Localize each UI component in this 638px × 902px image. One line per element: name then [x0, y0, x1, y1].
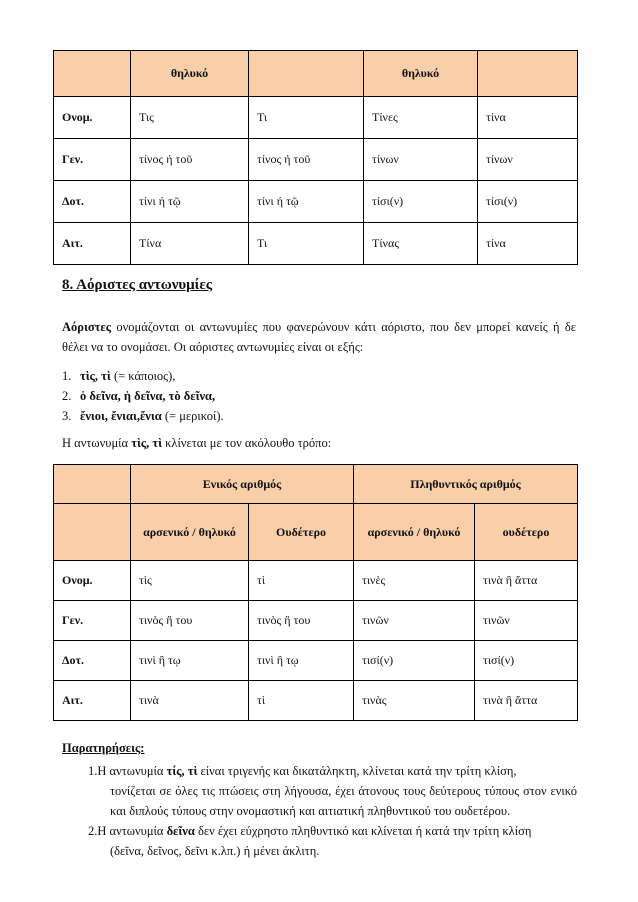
header-cell [249, 51, 364, 97]
table-cell: Τι [249, 223, 364, 265]
table-cell: τὶ [249, 561, 354, 601]
table-cell: τισί(ν) [354, 641, 475, 681]
note-2-post: δεν έχει εύχρηστο πληθυντικό και κλίνεται ή κατά την τρίτη κλίση [194, 824, 532, 838]
header-cell: θηλυκό [364, 51, 478, 97]
table-cell: τινὶ ἢ τῳ [249, 641, 354, 681]
header-cell: αρσενικό / θηλυκό [354, 504, 475, 561]
list-item-text: (= κάποιος), [110, 369, 176, 383]
table-cell: Τίνα [131, 223, 249, 265]
header-cell-singular: Ενικός αριθμός [131, 465, 354, 504]
table-cell: τίνι ή τῷ [131, 181, 249, 223]
table-cell: τὶ [249, 681, 354, 721]
declension-intro-pre: Η αντωνυμία [62, 436, 132, 450]
intro-text: ονομάζονται οι αντωνυμίες που φανερώνουν κάτι αόριστο, που δεν μπορεί κανείς ή δε θέλει να το ονομάσει. Οι αόριστες αντωνυμίες είναι οι εξής: [62, 320, 576, 354]
list-item [62, 386, 224, 406]
intro-bold-term: Αόριστες [62, 320, 112, 334]
list-item-term: ὁ δεῖνα, ἡ δεῖνα, τὸ δεῖνα, [80, 389, 216, 403]
table-row [54, 561, 578, 601]
table-cell: τινὸς ἢ του [249, 601, 354, 641]
table-cell: τίσι(ν) [478, 181, 578, 223]
table-cell: τινὸς ἢ του [131, 601, 249, 641]
table-cell: τινὲς [354, 561, 475, 601]
table-group-header-row [54, 465, 578, 504]
note-1-continuation: τονίζεται σε όλες τις πτώσεις στη λήγουσα, έχει άτονους τους δεύτερους τύπους στον ενικό και διπλούς τύπους στην ονομαστική και αιτιατική πληθυντικού του ουδετέρου. [110, 784, 577, 818]
table-cell: τίνος ή τοῦ [131, 139, 249, 181]
table-row [54, 181, 578, 223]
header-cell: ουδέτερο [475, 504, 578, 561]
intro-paragraph [62, 317, 576, 357]
note-2 [88, 821, 577, 861]
table-sub-header-row [54, 504, 578, 561]
case-label: Ονομ. [54, 97, 131, 139]
header-cell: θηλυκό [131, 51, 249, 97]
table-cell: Τι [249, 97, 364, 139]
table-row [54, 641, 578, 681]
note-1 [88, 761, 577, 821]
table-cell: τινὰ ἢ ἄττα [475, 561, 578, 601]
table-cell: τινὶ ἢ τῳ [131, 641, 249, 681]
header-cell: Ουδέτερο [249, 504, 354, 561]
declension-intro-term: τὶς, τὶ [131, 436, 162, 450]
table-row [54, 223, 578, 265]
case-label: Δοτ. [54, 181, 131, 223]
list-number: 3. [62, 409, 72, 423]
note-2-term: δεῖνα [166, 824, 195, 838]
note-1-post: είναι τριγενής και δικατάληκτη, κλίνεται κατά την τρίτη κλίση, [197, 764, 517, 778]
declension-intro-post: κλίνεται με τον ακόλουθο τρόπο: [162, 436, 332, 450]
table-row [54, 601, 578, 641]
table-cell: Τίνες [364, 97, 478, 139]
list-item [62, 366, 224, 386]
declension-table-tis [53, 464, 578, 721]
table-cell: τίσι(ν) [364, 181, 478, 223]
declension-intro [62, 433, 576, 453]
table-cell: τισί(ν) [475, 641, 578, 681]
table-header-row [54, 51, 578, 97]
list-item [62, 406, 224, 426]
header-cell [54, 51, 131, 97]
table-cell: Τίνας [364, 223, 478, 265]
case-label: Δοτ. [54, 641, 131, 681]
section-heading: 8. Αόριστες αντωνυμίες [62, 277, 213, 293]
case-label: Γεν. [54, 139, 131, 181]
pronoun-list [62, 366, 224, 426]
list-item-term: τὶς, τὶ [80, 369, 111, 383]
table-row [54, 139, 578, 181]
case-label: Αιτ. [54, 681, 131, 721]
table-cell: τίνα [478, 97, 578, 139]
table-cell: τίνα [478, 223, 578, 265]
header-cell [54, 465, 131, 504]
note-1-pre: 1.Η αντωνυμία [88, 764, 167, 778]
table-cell: τὶς [131, 561, 249, 601]
notes-title: Παρατηρήσεις: [62, 741, 145, 755]
case-label: Ονομ. [54, 561, 131, 601]
case-label: Αιτ. [54, 223, 131, 265]
table-cell: τίνος ή τοῦ [249, 139, 364, 181]
declension-table-ti [53, 50, 578, 265]
table-cell: τίνων [364, 139, 478, 181]
table-cell: τινῶν [354, 601, 475, 641]
table-cell: τινῶν [475, 601, 578, 641]
table-cell: τινὰ [131, 681, 249, 721]
note-2-pre: 2.Η αντωνυμία [88, 824, 167, 838]
table-cell: τίνι ή τῷ [249, 181, 364, 223]
list-number: 1. [62, 369, 72, 383]
header-cell [478, 51, 578, 97]
header-cell-plural: Πληθυντικός αριθμός [354, 465, 578, 504]
table-cell: τινὰς [354, 681, 475, 721]
table-row [54, 681, 578, 721]
table-cell: Τις [131, 97, 249, 139]
table-row [54, 97, 578, 139]
list-number: 2. [62, 389, 72, 403]
note-2-continuation: (δεῖνα, δεῖνος, δεῖνι κ.λπ.) ή μένει άκλιτη. [110, 844, 320, 858]
list-item-term: ἔνιοι, ἔνιαι,ἔνια [80, 409, 162, 423]
case-label: Γεν. [54, 601, 131, 641]
note-1-term: τίς, τὶ [166, 764, 198, 778]
header-cell: αρσενικό / θηλυκό [131, 504, 249, 561]
list-item-text: (= μερικοί). [161, 409, 224, 423]
table-cell: τίνων [478, 139, 578, 181]
header-cell [54, 504, 131, 561]
table-cell: τινὰ ἢ ἄττα [475, 681, 578, 721]
